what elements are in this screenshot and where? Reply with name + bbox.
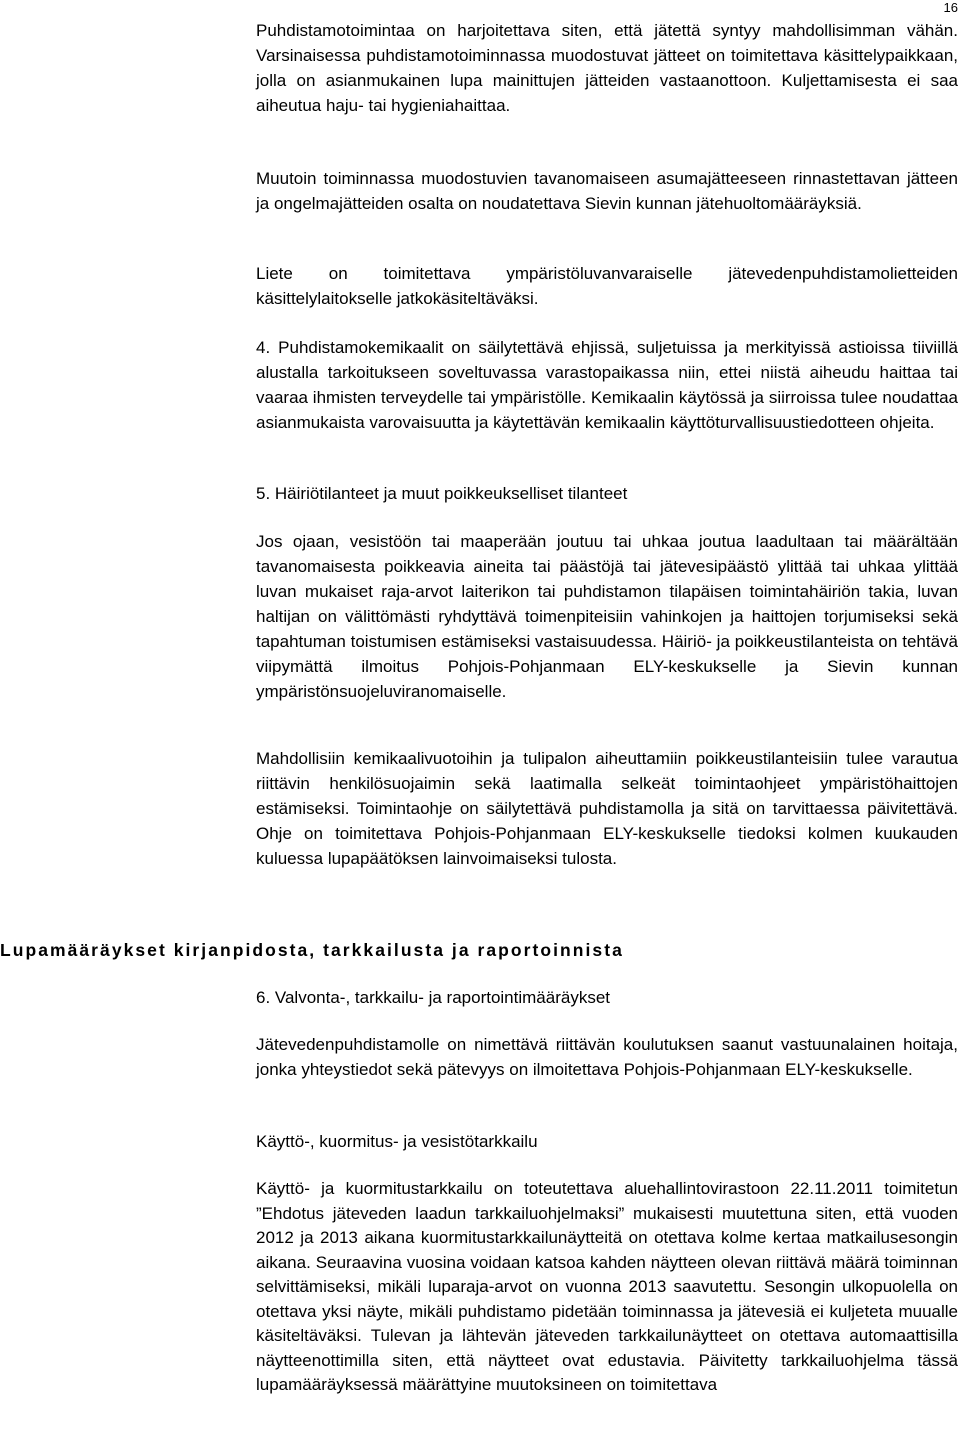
paragraph-waste-handling: Puhdistamotoimintaa on harjoitettava siten, että jätettä syntyy mahdollisimman vähän. Varsinaisessa puhdistamotoiminnassa muodostuvat jätteet on toimitettava käsittelypaikkaan, jolla on asianmukainen lupa mainittujen jätteiden vastaanottoon. Kuljettamisesta ei saa aiheutua haju- tai hygieniahaittaa. bbox=[256, 21, 958, 115]
paragraph-municipal-waste-rules: Muutoin toiminnassa muodostuvien tavanomaiseen asumajätteeseen rinnastettavan jätteen ja ongelmajätteiden osalta on noudatettava Sievin kunnan jätehuoltomääräyksiä. bbox=[256, 169, 958, 213]
subheading-disturbances: 5. Häiriötilanteet ja muut poikkeukselliset tilanteet bbox=[256, 484, 628, 503]
paragraph-monitoring-program: Käyttö- ja kuormitustarkkailu on toteutettava aluehallintovirastoon 22.11.2011 toimitetun ”Ehdotus jäteveden laadun tarkkailuohjelmaksi” mukaisesti muutettuna siten, että vuoden 2012 ja 2013 aikana kuormitustarkkailunäytteitä on otettava kolme kertaa matkailusesongin aikana. Seuraavina vuosina voidaan katsoa kahden näytteen olevan riittävä määrä toiminnan selvittämiseksi, mikäli luparaja-arvot on vuonna 2013 saavutettu. Sesongin ulkopuolella on otettava yksi näyte, mikäli puhdistamo pidetään toiminnassa ja jätevesiä ei kuljeteta muualle käsiteltäväksi. Tulevan ja lähtevän jäteveden tarkkailunäytteet on otettava automaattisilla näytteenottimilla siten, että näytteet ovat edustavia. Päivitetty tarkkailuohjelma tässä lupamääräyksessä määrättyine muutoksineen on toimitettava bbox=[256, 1179, 958, 1394]
paragraph-disturbance-procedure: Jos ojaan, vesistöön tai maaperään joutuu tai uhkaa joutua laadultaan tai määrältään tavanomaisesta poikkeavia aineita tai päästöjä tai jätevesipäästö ylittää tai uhkaa ylittää luvan mukaiset raja-arvot laiterikon tai puhdistamon tilapäisen toimintahäiriön takia, luvan haltijan on välittömästi ryhdyttävä toimenpiteisiin vahinkojen ja haittojen torjumiseksi sekä tapahtuman toistumisen estämiseksi vastaisuudessa. Häiriö- ja poikkeustilanteista on tehtävä viipymättä ilmoitus Pohjois-Pohjanmaan ELY-keskukselle ja Sievin kunnan ympäristönsuojeluviranomaiselle. bbox=[256, 532, 958, 701]
paragraph-chemical-storage: 4. Puhdistamokemikaalit on säilytettävä ehjissä, suljetuissa ja merkityissä astioissa tiiviillä alustalla tarkoitukseen soveltuvassa varastopaikassa niin, ettei niistä aiheudu haittaa tai vaaraa ihmisten terveydelle tai ympäristölle. Kemikaalin käytössä ja siirroissa tulee noudattaa asianmukaista varovaisuutta ja käytettävän kemikaalin käyttöturvallisuustiedotteen ohjeita. bbox=[256, 338, 958, 432]
paragraph-sludge-disposal: Liete on toimitettava ympäristöluvanvaraiselle jätevedenpuhdistamolietteiden käsittelylaitokselle jatkokäsiteltäväksi. bbox=[256, 264, 958, 308]
paragraph-chemical-spill-preparedness: Mahdollisiin kemikaalivuotoihin ja tulipalon aiheuttamiin poikkeustilanteisiin tulee varautua riittävin henkilösuojaimin sekä laatimalla selkeät toimintaohjeet ympäristöhaittojen estämiseksi. Toimintaohje on säilytettävä puhdistamolla ja sitä on tarvittaessa päivitettävä. Ohje on toimitettava Pohjois-Pohjanmaan ELY-keskukselle tiedoksi kolmen kuukauden kuluessa lupapäätöksen lainvoimaiseksi tulosta. bbox=[256, 749, 958, 868]
section-heading-record-keeping: Lupamääräykset kirjanpidosta, tarkkailusta ja raportoinnista bbox=[0, 940, 624, 960]
page-number: 16 bbox=[943, 0, 958, 15]
subheading-load-monitoring: Käyttö-, kuormitus- ja vesistötarkkailu bbox=[256, 1132, 538, 1151]
paragraph-responsible-operator: Jätevedenpuhdistamolle on nimettävä riittävän koulutuksen saanut vastuunalainen hoitaja, jonka yhteystiedot sekä pätevyys on ilmoitettava Pohjois-Pohjanmaan ELY-keskukselle. bbox=[256, 1035, 958, 1079]
subheading-monitoring-regulations: 6. Valvonta-, tarkkailu- ja raportointimääräykset bbox=[256, 988, 611, 1007]
